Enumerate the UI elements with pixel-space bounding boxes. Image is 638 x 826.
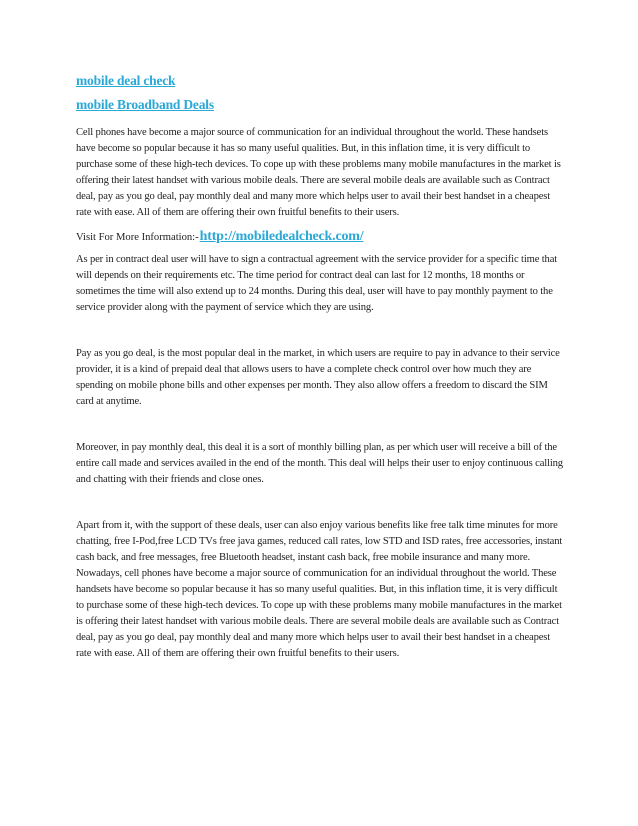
visit-label: Visit For More Information:- (76, 232, 199, 243)
paragraph-pay-monthly: Moreover, in pay monthly deal, this deal it is a sort of monthly billing plan, as per which user will receive a bill of the entire call made and services availed in the end of the month. This deal will helps their user to enjoy continuous calling and chatting with their friends and close ones. (76, 442, 563, 485)
paragraph-intro: Cell phones have become a major source of communication for an individual throughout the world. These handsets have become so popular because it has so many useful qualities. But, in this inflation time, it is very difficult to purchase some of these high-tech devices. To cope up with these problems many mobile manufactures in the market is offering their latest handset with various mobile deals. There are several mobile deals are available such as Contract deal, pay as you go deal, pay monthly deal and many more which helps user to avail their best handset in a cheapest rate with ease. All of them are offering their own fruitful benefits to their users. (76, 127, 561, 218)
website-link[interactable]: http://mobiledealcheck.com/ (199, 229, 364, 244)
heading-mobile-deal-check[interactable]: mobile deal check (76, 73, 176, 88)
paragraph-contract-deal: As per in contract deal user will have to sign a contractual agreement with the service provider for a specific time that will depends on their requirements etc. The time period for contract deal can last for 12 months, 18 months or sometimes the time will also extend up to 24 months. During this deal, user will have to pay monthly payment to the service provider along with the payment of service which they are using. (76, 254, 558, 313)
heading-mobile-broadband-deals[interactable]: mobile Broadband Deals (76, 97, 214, 112)
paragraph-benefits: Apart from it, with the support of these deals, user can also enjoy various benefits like free talk time minutes for more chatting, free I-Pod,free LCD TVs free java games, reduced call rates, low STD and ISD rates, free accessories, instant cash back, and free messages, free Bluetooth headset, instant cash back, free mobile insurance and many more. Nowadays, cell phones have become a major source of communication for an individual throughout the world. These handsets have become so popular because it has so many useful qualities. But, in this inflation time, it is very difficult to purchase some of these high-tech devices. To cope up with these problems many mobile manufactures in the market is offering their latest handset with various mobile deals. There are several mobile deals are available such as Contract deal, pay as you go deal, pay monthly deal and many more which helps user to avail their best handset in a cheapest rate with ease. All of them are offering their own fruitful benefits to their users. (76, 520, 563, 659)
paragraph-pay-as-you-go: Pay as you go deal, is the most popular deal in the market, in which users are require to pay in advance to their service provider, it is a kind of prepaid deal that allows users to have a complete check control over how much they are spending on mobile phone bills and other expenses per month. They also allow offers a freedom to discard the SIM card at anytime. (76, 348, 560, 407)
visit-line (76, 229, 566, 245)
document-body (76, 72, 566, 662)
